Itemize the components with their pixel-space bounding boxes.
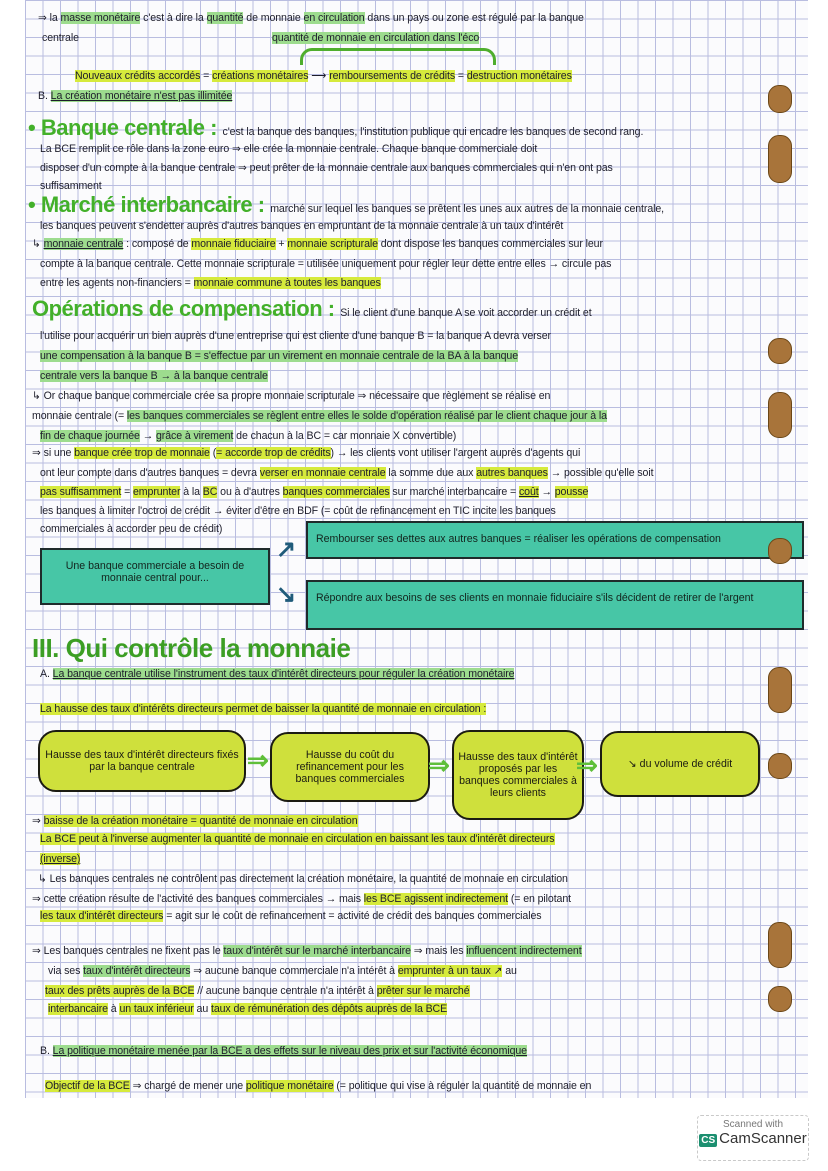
note-line: [32, 945, 582, 957]
highlighted-text: quantité: [206, 12, 244, 24]
binder-hole: [768, 135, 792, 183]
note-line: [32, 447, 580, 459]
highlighted-text: emprunter: [133, 486, 181, 498]
note-line: [40, 833, 555, 845]
highlighted-text: influencent indirectement: [466, 945, 582, 957]
compensation-target-text: Rembourser ses dettes aux autres banques = réaliser les opérations de compensation: [316, 533, 721, 545]
text-segment: au: [193, 1003, 211, 1015]
text-segment: ont leur compte dans d'autres banques = devra: [40, 467, 260, 479]
highlighted-text: les taux d'intérêt directeurs: [40, 910, 164, 922]
text-segment: disposer d'un compte à la banque centrale ⇒ peut prêter de la monnaie centrale aux banques commerciales qui n'en ont pas: [40, 162, 613, 174]
badge-name: CamScanner: [719, 1130, 807, 1147]
highlighted-text: interbancaire: [48, 1003, 108, 1015]
flow-step-text: Hausse des taux d'intérêt proposés par les banques commerciales à leurs clients: [458, 751, 578, 799]
camscanner-logo-icon: CS: [701, 1135, 716, 1146]
note-line: [32, 410, 607, 422]
text-segment: centrale: [42, 32, 79, 44]
section-heading: III. Qui contrôle la monnaie: [32, 633, 351, 663]
highlighted-text: les BCE agissent indirectement: [363, 893, 508, 905]
note-line: [40, 703, 486, 715]
highlighted-text: autres banques: [476, 467, 548, 479]
text-segment: suffisamment: [40, 180, 102, 192]
highlighted-text: pas suffisamment: [40, 486, 122, 498]
compensation-target-box: [306, 521, 804, 559]
note-line: [45, 1080, 591, 1092]
highlighted-text: verser en monnaie centrale: [259, 467, 386, 479]
highlighted-text: monnaie scripturale: [287, 238, 378, 250]
text-segment: c'est la banque des banques, l'institution publique qui encadre les banques de second rang.: [222, 126, 644, 138]
highlighted-text: Nouveaux crédits accordés: [75, 70, 201, 82]
note-line: [48, 965, 517, 977]
text-segment: dans un pays ou zone est régulé par la banque: [364, 12, 584, 24]
text-segment: (= en pilotant: [508, 893, 571, 905]
highlighted-text: taux des prêts auprès de la BCE: [45, 985, 195, 997]
note-line: [40, 180, 102, 192]
highlighted-text: masse monétaire: [60, 12, 141, 24]
text-segment: ⇒ mais les: [410, 945, 467, 957]
highlighted-text: fin de chaque journée: [40, 430, 140, 442]
highlighted-text: quantité de monnaie en circulation dans l'éco: [272, 32, 480, 44]
text-segment: (: [209, 447, 217, 459]
text-segment: =: [121, 486, 134, 498]
highlighted-text: (inverse): [40, 853, 81, 865]
text-segment: // aucune banque centrale n'a intérêt à: [194, 985, 377, 997]
highlighted-text: créations monétaires: [212, 70, 309, 82]
note-line: [40, 258, 611, 270]
binder-hole: [768, 392, 792, 438]
binder-hole: [768, 753, 792, 779]
note-line: [38, 12, 584, 24]
highlighted-text: prêter sur le marché: [376, 985, 470, 997]
section-heading: • Marché interbancaire :: [28, 192, 271, 217]
text-segment: → possible qu'elle soit: [547, 467, 654, 479]
highlighted-text: baisse de la création monétaire = quantité de monnaie en circulation: [43, 815, 358, 827]
text-segment: à la: [180, 486, 203, 498]
highlighted-text: en circulation: [303, 12, 365, 24]
note-line: [40, 467, 653, 479]
text-segment: ⇒ aucune banque commerciale n'a intérêt à: [190, 965, 398, 977]
highlighted-text: taux d'intérêt directeurs: [83, 965, 191, 977]
double-arrow-icon: ⇒: [247, 745, 269, 775]
text-segment: ⇒: [32, 815, 44, 827]
note-line: [40, 668, 514, 680]
highlighted-text: banque crée trop de monnaie: [74, 447, 210, 459]
text-segment: ⟶: [308, 70, 330, 82]
highlighted-text: BC: [202, 486, 218, 498]
note-line: [272, 32, 479, 44]
note-line: [32, 296, 592, 322]
note-line: [40, 370, 268, 382]
binder-hole: [768, 986, 792, 1012]
text-segment: : composé de: [123, 238, 192, 250]
text-segment: compte à la banque centrale. Cette monnaie scripturale = utilisée uniquement pour régler leur dette entre elles → circule pas: [40, 258, 612, 270]
note-line: [40, 220, 563, 232]
note-line: [40, 486, 588, 498]
note-line: [38, 90, 232, 102]
text-segment: ↳ Les banques centrales ne contrôlent pas directement la création monétaire, la quantité de monnaie en circulation: [38, 873, 568, 885]
highlighted-text: centrale vers la banque B → à la banque centrale: [40, 370, 268, 382]
highlighted-text: un taux inférieur: [119, 1003, 194, 1015]
text-segment: de chacun à la BC = car monnaie X convertible): [233, 430, 457, 442]
note-line: [40, 505, 556, 517]
text-segment: =: [455, 70, 467, 82]
text-segment: ↳: [32, 238, 44, 250]
text-segment: entre les agents non-financiers =: [40, 277, 194, 289]
note-line: [75, 70, 572, 82]
flow-step-text: Hausse des taux d'intérêt directeurs fixés par la banque centrale: [45, 749, 239, 773]
text-segment: ou à d'autres: [217, 486, 283, 498]
note-line: [40, 910, 541, 922]
text-segment: sur marché interbancaire =: [389, 486, 519, 498]
note-line: [48, 1003, 447, 1015]
highlighted-text: une compensation à la banque B = s'effectue par un virement en monnaie centrale de la BA à la banque: [40, 350, 519, 362]
highlighted-text: coût: [518, 486, 539, 498]
binder-hole: [768, 85, 792, 113]
arrow-up-right-icon: ↗: [276, 536, 297, 563]
highlighted-text: La BCE peut à l'inverse augmenter la quantité de monnaie en circulation en baissant les taux d'intérêt directeurs: [40, 833, 555, 845]
text-segment: la somme due aux: [385, 467, 477, 479]
text-segment: ⇒ si une: [32, 447, 75, 459]
double-arrow-icon: ⇒: [576, 750, 598, 780]
camscanner-badge: [697, 1115, 809, 1161]
flow-step-text: Hausse du coût du refinancement pour les banques commerciales: [295, 749, 405, 785]
binder-hole: [768, 667, 792, 713]
highlighted-text: politique monétaire: [245, 1080, 334, 1092]
text-segment: = agit sur le coût de refinancement = activité de crédit des banques commerciales: [163, 910, 542, 922]
arrow-down-right-icon: ↘: [276, 581, 297, 608]
note-line: [38, 873, 568, 885]
text-segment: ↳ Or chaque banque commerciale crée sa propre monnaie scripturale ⇒ nécessaire que règlement se réalise en: [32, 390, 551, 402]
text-segment: c'est à dire la: [140, 12, 207, 24]
note-line: [40, 430, 456, 442]
text-segment: A.: [40, 668, 53, 680]
note-line: [40, 162, 613, 174]
section-heading: • Banque centrale :: [28, 115, 223, 140]
text-segment: monnaie centrale (=: [32, 410, 127, 422]
note-line: [40, 523, 222, 535]
compensation-source-text: Une banque commerciale a besoin de monnaie central pour...: [65, 560, 245, 584]
text-segment: ⇒ la: [38, 12, 61, 24]
badge-caption: Scanned with: [722, 1119, 784, 1130]
highlighted-text: = accorde trop de crédits: [216, 447, 331, 459]
double-arrow-icon: ⇒: [428, 750, 450, 780]
note-line: [45, 985, 470, 997]
text-segment: les banques peuvent s'endetter auprès d'autres banques en empruntant de la monnaie centrale à un taux d'intérêt: [40, 220, 564, 232]
highlighted-text: emprunter à un taux ↗: [397, 965, 503, 977]
highlighted-text: banques commerciales: [282, 486, 390, 498]
highlighted-text: monnaie centrale: [43, 238, 124, 250]
highlighted-text: Objectif de la BCE: [45, 1080, 130, 1092]
flow-step-box: [270, 732, 430, 802]
text-segment: marché sur lequel les banques se prêtent les unes aux autres de la monnaie centrale,: [270, 203, 665, 215]
text-segment: de monnaie: [243, 12, 304, 24]
compensation-target-text: Répondre aux besoins de ses clients en monnaie fiduciaire s'ils décident de retirer de l'argent: [316, 592, 754, 604]
text-segment: →: [139, 430, 156, 442]
flow-step-box: [452, 730, 584, 820]
flow-step-box: [600, 731, 760, 797]
compensation-source-box: [40, 548, 270, 605]
note-line: [40, 277, 381, 289]
note-line: [42, 32, 79, 44]
highlighted-text: monnaie commune à toutes les banques: [193, 277, 381, 289]
binder-hole: [768, 338, 792, 364]
text-segment: commerciales à accorder peu de crédit): [40, 523, 223, 535]
text-segment: via ses: [48, 965, 84, 977]
text-segment: B.: [40, 1045, 53, 1057]
brace-mark: [300, 48, 496, 65]
text-segment: à: [107, 1003, 120, 1015]
text-segment: La BCE remplit ce rôle dans la zone euro ⇒ elle crée la monnaie centrale. Chaque banque commerciale doit: [40, 143, 538, 155]
highlighted-text: taux d'intérêt sur le marché interbancaire: [223, 945, 411, 957]
note-line: [40, 350, 518, 362]
note-line: [32, 238, 603, 250]
note-line: [32, 893, 571, 905]
highlighted-text: les banques commerciales se règlent entre elles le solde d'opération réalisé par le client chaque jour à la: [126, 410, 607, 422]
highlighted-text: La banque centrale utilise l'instrument des taux d'intérêt directeurs pour réguler la création monétaire: [52, 668, 515, 680]
text-segment: ) → les clients vont utiliser l'argent auprès d'agents qui: [330, 447, 581, 459]
text-segment: =: [200, 70, 213, 82]
text-segment: ⇒ chargé de mener une: [129, 1080, 246, 1092]
flow-step-text: ↘ du volume de crédit: [627, 758, 733, 770]
highlighted-text: grâce à virement: [156, 430, 234, 442]
note-line: [40, 330, 551, 342]
highlighted-text: taux de rémunération des dépôts auprès de la BCE: [211, 1003, 448, 1015]
note-line: [28, 115, 643, 141]
text-segment: les banques à limiter l'octroi de crédit → éviter d'être en BDF (= coût de refinancement en TIC incite les banques: [40, 505, 556, 517]
text-segment: ⇒ cette création résulte de l'activité des banques commerciales → mais: [32, 893, 364, 905]
text-segment: dont dispose les banques commerciales sur leur: [377, 238, 603, 250]
highlighted-text: monnaie fiduciaire: [191, 238, 276, 250]
highlighted-text: La création monétaire n'est pas illimitée: [50, 90, 233, 102]
binder-hole: [768, 538, 792, 564]
note-line: [28, 192, 664, 218]
highlighted-text: remboursements de crédits: [329, 70, 456, 82]
section-heading: Opérations de compensation :: [32, 296, 341, 321]
text-segment: au: [502, 965, 517, 977]
text-segment: B.: [38, 90, 51, 102]
text-segment: ⇒ Les banques centrales ne fixent pas le: [32, 945, 224, 957]
note-line: [40, 853, 80, 865]
note-line: [32, 390, 550, 402]
highlighted-text: destruction monétaires: [466, 70, 572, 82]
note-line: [32, 633, 350, 664]
note-line: [40, 1045, 527, 1057]
text-segment: →: [538, 486, 555, 498]
flow-step-box: [38, 730, 246, 792]
highlighted-text: La politique monétaire menée par la BCE a des effets sur le niveau des prix et sur l'activité économique: [52, 1045, 527, 1057]
text-segment: +: [275, 238, 288, 250]
compensation-target-box: [306, 580, 804, 630]
text-segment: l'utilise pour acquérir un bien auprès d'une entreprise qui est cliente d'une banque B = la banque A devra verser: [40, 330, 551, 342]
note-line: [32, 815, 358, 827]
note-line: [40, 143, 537, 155]
highlighted-text: pousse: [554, 486, 589, 498]
highlighted-text: La hausse des taux d'intérêts directeurs permet de baisser la quantité de monnaie en circulation :: [40, 703, 487, 715]
text-segment: (= politique qui vise à réguler la quantité de monnaie en: [333, 1080, 592, 1092]
text-segment: Si le client d'une banque A se voit accorder un crédit et: [340, 307, 592, 319]
binder-hole: [768, 922, 792, 968]
